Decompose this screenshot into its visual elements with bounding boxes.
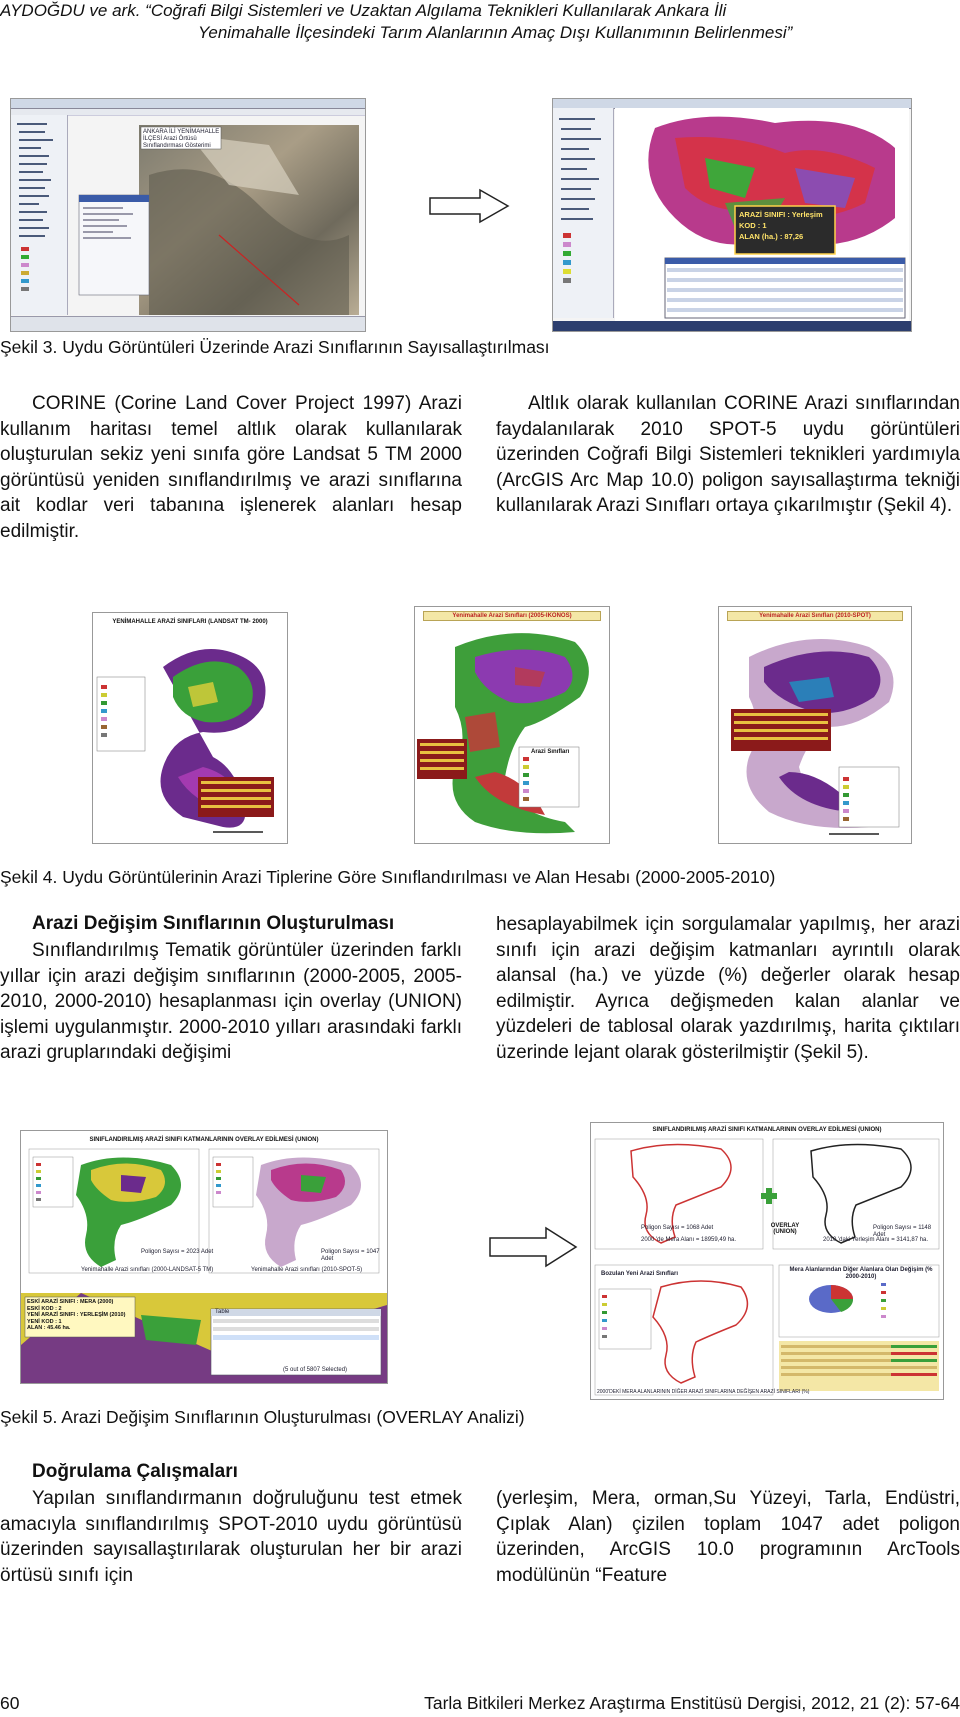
section-1-left-text: Sınıflandırılmış Tematik görüntüler üzerinden farklı yıllar için arazi değişim sınıflarının (2000-2005, 2005-2010, 2000-2010) hesaplanması için overlay (UNION) işlemi uygulanmıştır. 2000-2010 yılları arasındaki farklı arazi gruplarındaki değişimi xyxy=(0,940,462,1063)
right-arrow-icon xyxy=(428,188,510,224)
fig5-bottom-note: 2000'DEKİ MERA ALANLARININ DİĞER ARAZİ SINIFLARINA DEĞİŞEN ARAZİ SINIFLARI (%) xyxy=(597,1389,810,1395)
page-number: 60 xyxy=(0,1693,20,1713)
fig5-stat-2: 2010 'daki Yerleşim Alanı = 3141,87 ha. xyxy=(823,1237,929,1243)
map-2000-title: YENİMAHALLE ARAZİ SINIFLARI (LANDSAT TM- 2000) xyxy=(112,619,268,625)
popup-line-1: ARAZİ SINIFI : Yerleşim xyxy=(739,210,823,219)
fig5-legend-title: Bozulan Yeni Arazi Sınıfları xyxy=(601,1271,679,1277)
section-1-heading: Arazi Değişim Sınıflarının Oluşturulması xyxy=(32,913,395,934)
section-1-right-text: hesaplayabilmek için sorgulamalar yapılmış, her arazi sınıfı için arazi değişim katmanları ayrıntılı olarak alansal (ha.) ve yüzde (%) değerler olarak hesap edilmiştir. Ayrıca değişmeden kalan alanlar ve yüzdeleri de tablosal olarak yazdırılmış, harita çıktıları üzerinde lejant olarak gösterilmiştir (Şekil 5). xyxy=(496,914,960,1063)
class-info-popup xyxy=(739,209,835,242)
figure-5-left xyxy=(20,1130,388,1384)
map-2000-drawing xyxy=(93,627,287,841)
section-2-left-text: Yapılan sınıflandırmanın doğruluğunu test etmek amacıyla sınıflandırılmış SPOT-2010 uydu görüntüsü üzerinden sayısallaştırılarak oluşturulan her bir arazi örtüsü sınıfı için xyxy=(0,1488,462,1586)
fig5-map-caption-2: Yenimahalle Arazi sınıfları (2010-SPOT-5) xyxy=(251,1267,363,1273)
fig5-table-label: Table xyxy=(215,1309,230,1315)
popup-line-3: ALAN (ha.) : 87,26 xyxy=(739,232,804,241)
figure-5-caption: Şekil 5. Arazi Değişim Sınıflarının Oluşturulması (OVERLAY Analizi) xyxy=(0,1407,525,1427)
map-2005-title: Yenimahalle Arazi Sınıfları (2005-IKONOS) xyxy=(452,613,572,619)
paragraph-1-right-text: Altlık olarak kullanılan CORINE Arazi sınıflarından faydalanılarak 2010 SPOT-5 uydu görüntüleri üzerinden Coğrafi Bilgi Sistemleri teknikleri yardımıyla (ArcGIS Arc Map 10.0) poligon sayısallaştırma tekniği kullanılarak Arazi Sınıfları ortaya çıkarılmıştır (Şekil 4). xyxy=(496,393,960,516)
fig5-poligon-3: Poligon Sayısı = 1068 Adet xyxy=(641,1225,714,1231)
paragraph-1-left-text: CORINE (Corine Land Cover Project 1997) Arazi kullanım haritası temel altlık olarak kullanılarak oluşturulan sekiz yeni sınıfa göre Landsat 5 TM 2000 görüntüsü yeniden sınıflandırılmış ve arazi sınıflarına ait kodlar veri tabanına işlenerek alanları hesap edilmiştir. xyxy=(0,393,462,542)
layer-tree-panel xyxy=(11,115,67,315)
figure-3-caption: Şekil 3. Uydu Görüntüleri Üzerinde Arazi Sınıflarının Sayısallaştırılması xyxy=(0,337,550,357)
table-of-contents-panel xyxy=(553,108,613,318)
fig5-class-info: ESKİ ARAZİ SINIFI : MERA (2000) ESKİ KOD : 2 YENİ ARAZİ SINIFI : YERLEŞİM (2010) YENİ KOD : 1 ALAN : 45.46 ha. xyxy=(27,1299,126,1332)
map-2010-title: Yenimahalle Arazi Sınıfları (2010-SPOT) xyxy=(759,613,871,619)
paragraph-1-left xyxy=(0,391,462,544)
map-2005-legend-title: Arazi Sınıfları xyxy=(531,749,570,755)
section-2-right xyxy=(496,1486,960,1588)
fig5-pie-title: Mera Alanlarından Diğer Alanlara Olan Değişim (% 2000-2010) xyxy=(789,1267,933,1280)
paragraph-1-right xyxy=(496,391,960,519)
map-2010-drawing xyxy=(719,627,911,841)
fig5-poligon-4: Poligon Sayısı = 1148 Adet xyxy=(873,1225,932,1238)
right-arrow-icon-2 xyxy=(488,1226,578,1268)
left-window-label: ANKARA İLİ YENİMAHALLE İLÇESİ Arazi Örtüsü Sınıflandırması Gösterimi xyxy=(143,129,220,149)
figure-4-map-2000 xyxy=(92,612,288,844)
fig5-overlay-label: OVERLAY (UNION) xyxy=(770,1223,800,1235)
figure-5-right xyxy=(590,1122,944,1400)
fig5-left-title: SINIFLANDIRILMIŞ ARAZİ SINIFI KATMANLARININ OVERLAY EDİLMESİ (UNION) xyxy=(89,1137,319,1143)
section-1-right xyxy=(496,912,960,1065)
fig5-table-status: (5 out of 5807 Selected) xyxy=(283,1367,348,1373)
fig5-poligon-2: Poligon Sayısı = 1047 Adet xyxy=(321,1249,380,1262)
figure-3-right-screenshot xyxy=(552,98,912,332)
fig5-poligon-1: Poligon Sayısı = 2023 Adet xyxy=(141,1249,214,1255)
figure-4-map-2005 xyxy=(414,606,610,844)
figure-4-map-2010 xyxy=(718,606,912,844)
section-2-heading: Doğrulama Çalışmaları xyxy=(32,1461,238,1482)
figure-3-left-screenshot xyxy=(10,98,366,332)
map-2005-drawing xyxy=(415,627,609,841)
figure-4-caption: Şekil 4. Uydu Görüntülerinin Arazi Tiplerine Göre Sınıflandırılması ve Alan Hesabı (2000-2005-2010) xyxy=(0,867,776,887)
fig5-map-caption-1: Yenimahalle Arazi sınıfları (2000-LANDSAT-5 TM) xyxy=(81,1267,214,1273)
fig5-right-title: SINIFLANDIRILMIŞ ARAZİ SINIFI KATMANLARININ OVERLAY EDİLMESİ (UNION) xyxy=(652,1127,882,1133)
header-line-1: AYDOĞDU ve ark. “Coğrafi Bilgi Sistemleri ve Uzaktan Algılama Teknikleri Kullanılarak Ankara İli xyxy=(0,1,727,20)
journal-footer: Tarla Bitkileri Merkez Araştırma Enstitüsü Dergisi, 2012, 21 (2): 57-64 xyxy=(424,1693,960,1713)
running-header xyxy=(0,0,960,44)
section-2-left xyxy=(0,1460,462,1588)
section-2-right-text: (yerleşim, Mera, orman,Su Yüzeyi, Tarla, Endüstri, Çıplak Alan) çizilen toplam 1047 adet poligon üzerinden, ArcGIS 10.0 programının ArcTools modülünün “Feature xyxy=(496,1488,960,1586)
fig5-stat-1: 2000 'de Mera Alanı = 18959,49 ha. xyxy=(641,1237,737,1243)
section-1-left xyxy=(0,912,462,1066)
header-line-2: Yenimahalle İlçesindeki Tarım Alanlarının Amaç Dışı Kullanımının Belirlenmesi” xyxy=(198,23,793,42)
fig5-left-maps xyxy=(21,1145,387,1383)
popup-line-2: KOD : 1 xyxy=(739,221,767,230)
